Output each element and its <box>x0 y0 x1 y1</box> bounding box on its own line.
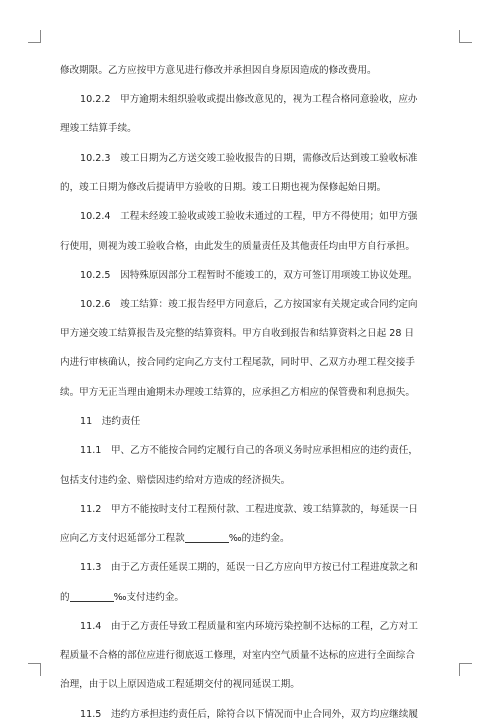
line-text: 10.2.4 工程未经竣工验收或竣工验收未通过的工程，甲方不得使用；如甲方强 <box>80 211 418 222</box>
line-text: 的，竣工日期为修改后提请甲方验收的日期。竣工日期也视为保修起始日期。 <box>60 182 387 193</box>
line-text: 包括支付违约金、赔偿因违约给对方造成的经济损失。 <box>60 475 291 486</box>
text-line <box>80 298 444 312</box>
line-text: 11.1 甲、乙方不能按合同约定履行自己的各项义务时应承担相应的违约责任， <box>80 445 418 456</box>
line-text-after-blank: ‰的违约金。 <box>228 533 290 544</box>
line-text: 续。甲方无正当理由逾期未办理竣工结算的，应承担乙方相应的保管费和利息损失。 <box>60 387 415 398</box>
line-text: 治理，由于以上原因造成工程延期交付的视同延误工期。 <box>60 679 300 690</box>
line-text: 应向乙方支付迟延部分工程款 <box>60 533 185 544</box>
line-text: 11.3 由于乙方责任延误工期的，延误一日乙方应向甲方按已付工程进度款之和 <box>80 562 418 573</box>
line-text: 10.2.3 竣工日期为乙方送交竣工验收报告的日期，需修改后达到竣工验收标准 <box>80 153 418 164</box>
text-line <box>60 327 444 341</box>
text-line <box>60 386 444 400</box>
text-line <box>60 532 444 546</box>
crop-mark-top-left <box>28 30 41 43</box>
text-line <box>60 474 444 488</box>
text-line <box>60 356 444 370</box>
line-text: 理竣工结算手续。 <box>60 123 137 134</box>
text-line <box>80 210 444 224</box>
line-text: 11.5 违约方承担违约责任后，除符合以下情况而中止合同外，双方均应继续履 <box>80 709 418 720</box>
text-line <box>60 122 444 136</box>
text-line <box>80 269 444 283</box>
line-text: 程质量不合格的部位应进行彻底返工修理，对室内空气质量不达标的应进行全面综合 <box>60 650 415 661</box>
line-text: 行使用，则视为竣工验收合格，由此发生的质量责任及其他责任均由甲方自行承担。 <box>60 241 415 252</box>
line-text: 11 违约责任 <box>80 416 141 427</box>
text-line <box>60 181 444 195</box>
line-text: 修改期限。乙方应按甲方意见进行修改并承担因自身原因造成的修改费用。 <box>60 65 377 76</box>
fill-in-blank <box>70 591 114 602</box>
text-line <box>80 444 444 458</box>
line-text-after-blank: ‰支付违约金。 <box>113 592 185 603</box>
line-text: 11.4 由于乙方责任导致工程质量和室内环境污染控制不达标的工程，乙方对工 <box>80 621 418 632</box>
line-text: 11.2 甲方不能按时支付工程预付款、工程进度款、竣工结算款的，每延误一日 <box>80 504 418 515</box>
text-line <box>80 708 444 722</box>
text-line <box>80 620 444 634</box>
crop-mark-bottom-right <box>459 663 472 676</box>
text-line <box>60 64 444 78</box>
crop-mark-top-right <box>459 30 472 43</box>
line-text: 10.2.5 因特殊原因部分工程暂时不能竣工的，双方可签订用项竣工协议处理。 <box>80 270 418 281</box>
text-line <box>80 415 444 429</box>
line-text: 10.2.6 竣工结算：竣工报告经甲方同意后，乙方按国家有关规定或合同约定向 <box>80 299 418 310</box>
text-line <box>80 503 444 517</box>
text-line <box>80 561 444 575</box>
line-text: 内进行审核确认，按合同约定向乙方支付工程尾款，同时甲、乙双方办理工程交接手 <box>60 357 415 368</box>
text-line <box>80 93 444 107</box>
line-text: 10.2.2 甲方逾期未组织验收或提出修改意见的，视为工程合格同意验收，应办 <box>80 94 418 105</box>
line-text: 的 <box>60 592 70 603</box>
text-line <box>80 152 444 166</box>
text-line <box>60 649 444 663</box>
text-line <box>60 678 444 692</box>
text-line <box>60 591 444 605</box>
line-text: 甲方递交竣工结算报告及完整的结算资料。甲方自收到报告和结算资料之日起 28 日 <box>60 328 415 339</box>
fill-in-blank <box>185 532 229 543</box>
crop-mark-bottom-left <box>28 663 41 676</box>
text-line <box>60 240 444 254</box>
